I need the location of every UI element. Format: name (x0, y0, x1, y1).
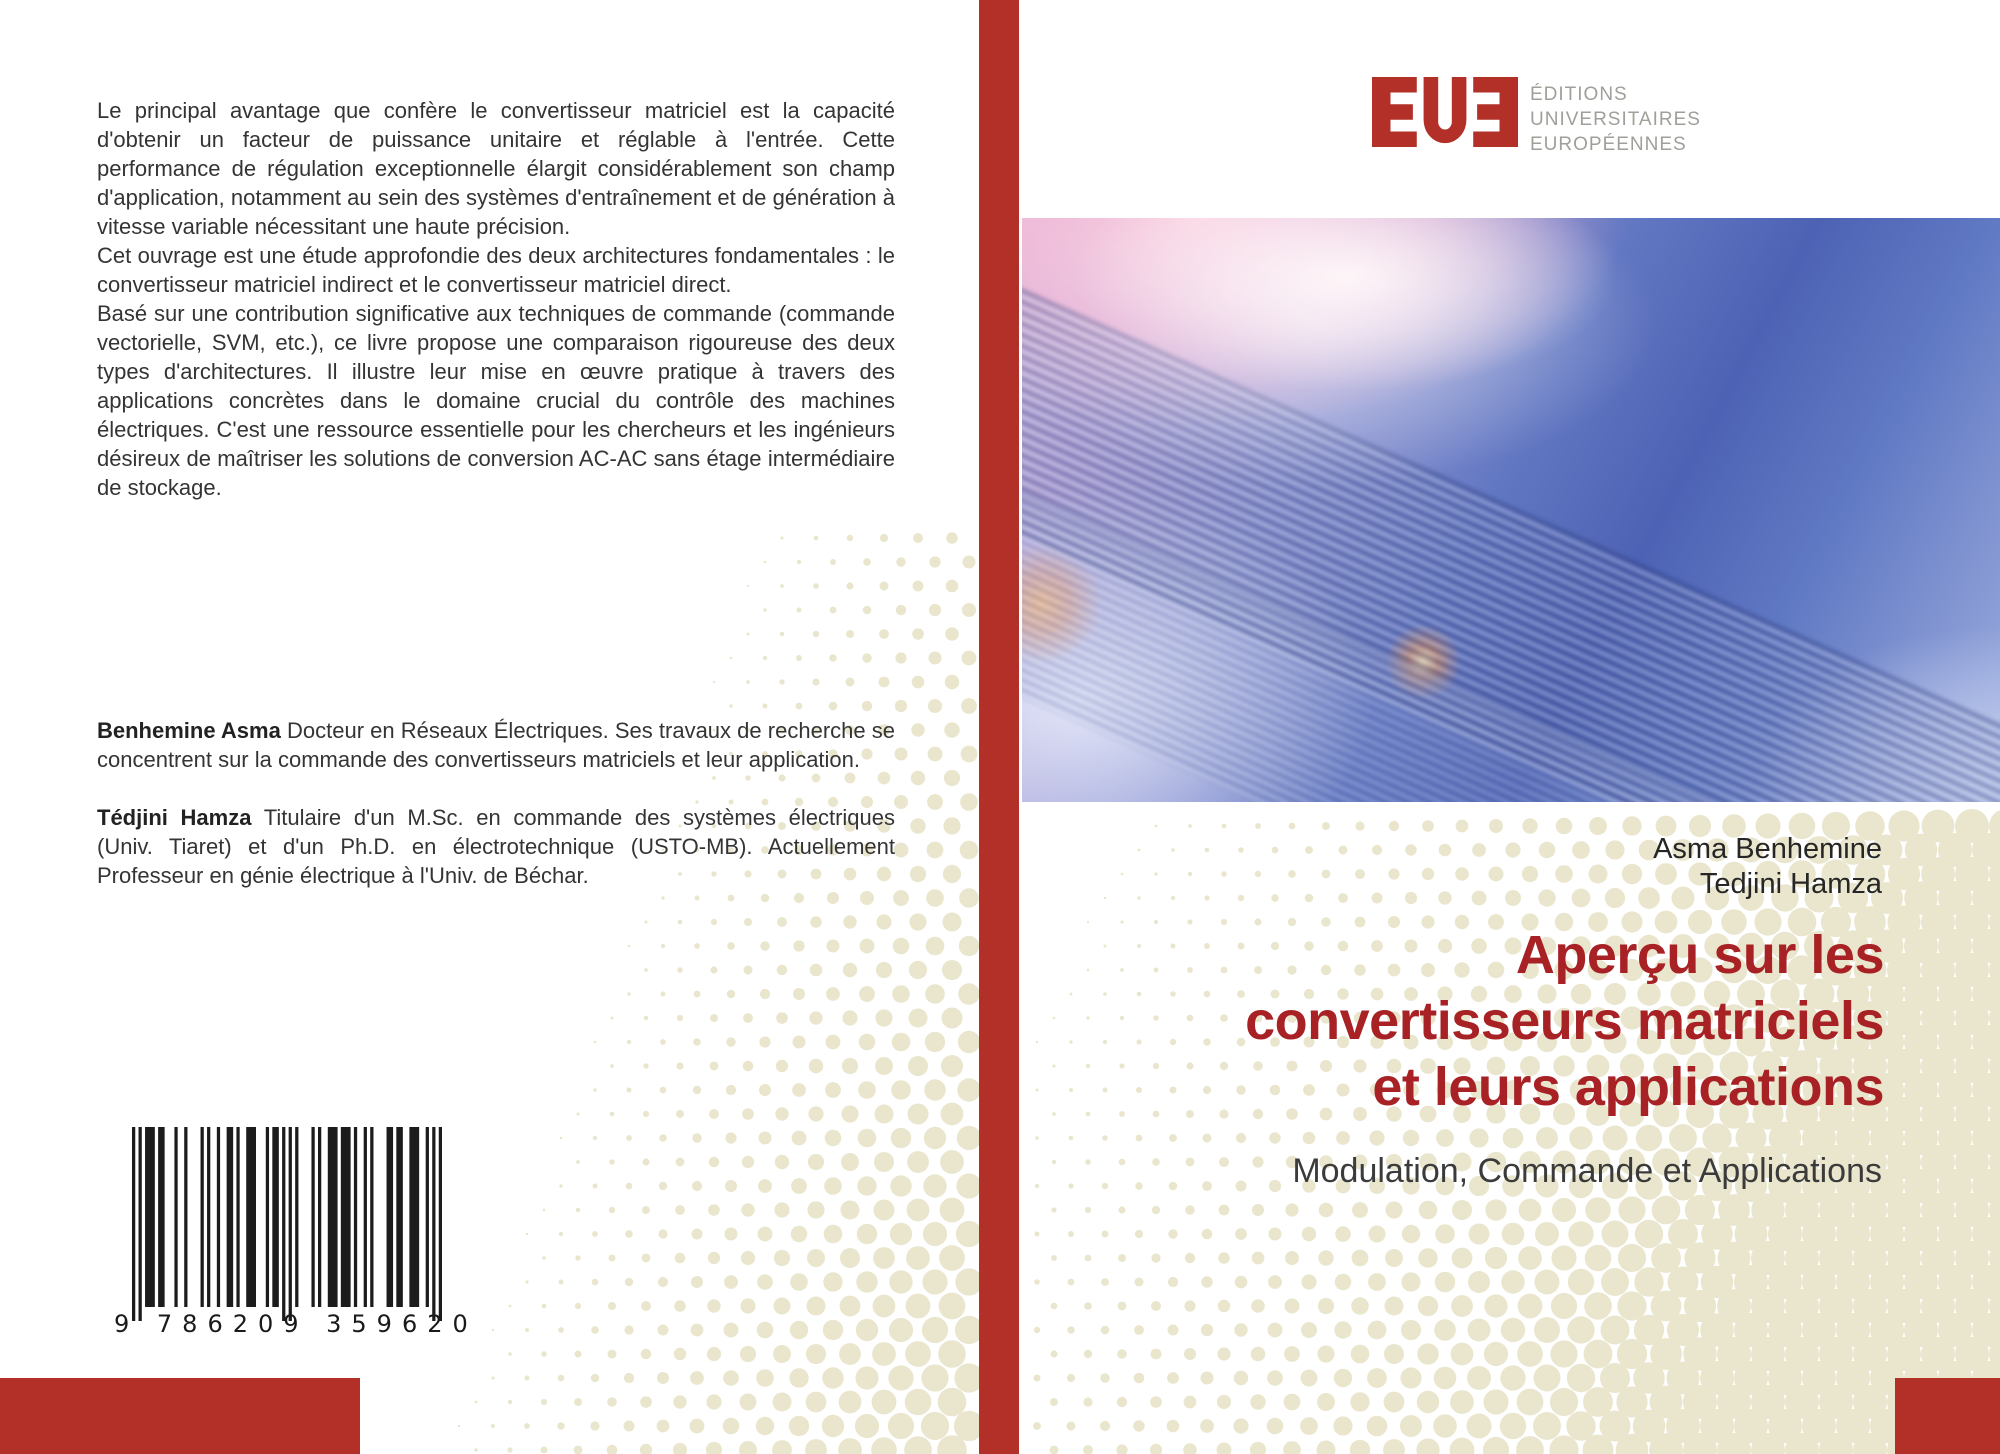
title-line-1: Aperçu sur les (1515, 925, 1884, 985)
bio-author-name: Benhemine Asma (97, 718, 281, 743)
book-subtitle: Modulation, Commande et Applications (1292, 1152, 1882, 1190)
circuit-glow (1022, 218, 2000, 802)
red-accent-band (0, 1378, 360, 1454)
author-name-2: Tedjini Hamza (1699, 868, 1882, 900)
red-accent-corner (1895, 1378, 2000, 1454)
book-spine (979, 0, 1019, 1454)
bio-author-name: Tédjini Hamza (97, 805, 252, 830)
circuit-board-image (1022, 218, 2000, 802)
back-paragraph-3: Basé sur une contribution significative aux techniques de commande (commande vectorielle, SVM, etc.), ce livre propose une comparaison rigoureuse des deux types d'architectures. Il illustre leur mise en œuvre pratique à travers des applications concrètes dans le domaine crucial du contrôle des machines électriques. C'est une ressource essentielle pour les chercheurs et les ingénieurs désireux de maîtriser les solutions de conversion AC-AC sans étage intermédiaire de stockage. (97, 301, 895, 500)
eue-logo-icon (1372, 76, 1518, 148)
author-name-1: Asma Benhemine (1653, 833, 1882, 865)
publisher-line: ÉDITIONS (1530, 84, 1628, 105)
bio-tedjini (97, 803, 895, 890)
title-line-3: et leurs applications (1372, 1057, 1884, 1117)
author-names (1653, 832, 1882, 902)
isbn-digits: 9 786209 359620 (114, 1310, 478, 1338)
bio-author-text: Titulaire d'un M.Sc. en commande des systèmes électriques (Univ. Tiaret) et d'un Ph.D. en électrotechnique (USTO-MB). Actuellement Professeur en génie électrique à l'Univ. de Béchar. (97, 805, 895, 888)
back-paragraph-2: Cet ouvrage est une étude approfondie des deux architectures fondamentales : le convertisseur matriciel indirect et le convertisseur matriciel direct. (97, 243, 895, 297)
barcode-bars-icon (132, 1127, 444, 1323)
publisher-line: UNIVERSITAIRES (1530, 109, 1701, 130)
back-cover-description (97, 96, 895, 502)
bio-benhemine (97, 716, 895, 774)
bio-author-text: Docteur en Réseaux Électriques. Ses travaux de recherche se concentrent sur la commande des convertisseurs matriciels et leur application. (97, 718, 895, 772)
publisher-line: EUROPÉENNES (1530, 134, 1687, 155)
author-bios (97, 716, 895, 919)
publisher-name (1530, 82, 1701, 157)
barcode (100, 1103, 482, 1355)
title-line-2: convertisseurs matriciels (1245, 991, 1884, 1051)
back-paragraph-1: Le principal avantage que confère le convertisseur matriciel est la capacité d'obtenir un facteur de puissance unitaire et réglable à l'entrée. Cette performance de régulation exceptionnelle élargit considérablement son champ d'application, notamment au sein des systèmes d'entraînement et de génération à vitesse variable nécessitant une haute précision. (97, 98, 895, 239)
book-title (1245, 922, 1884, 1120)
